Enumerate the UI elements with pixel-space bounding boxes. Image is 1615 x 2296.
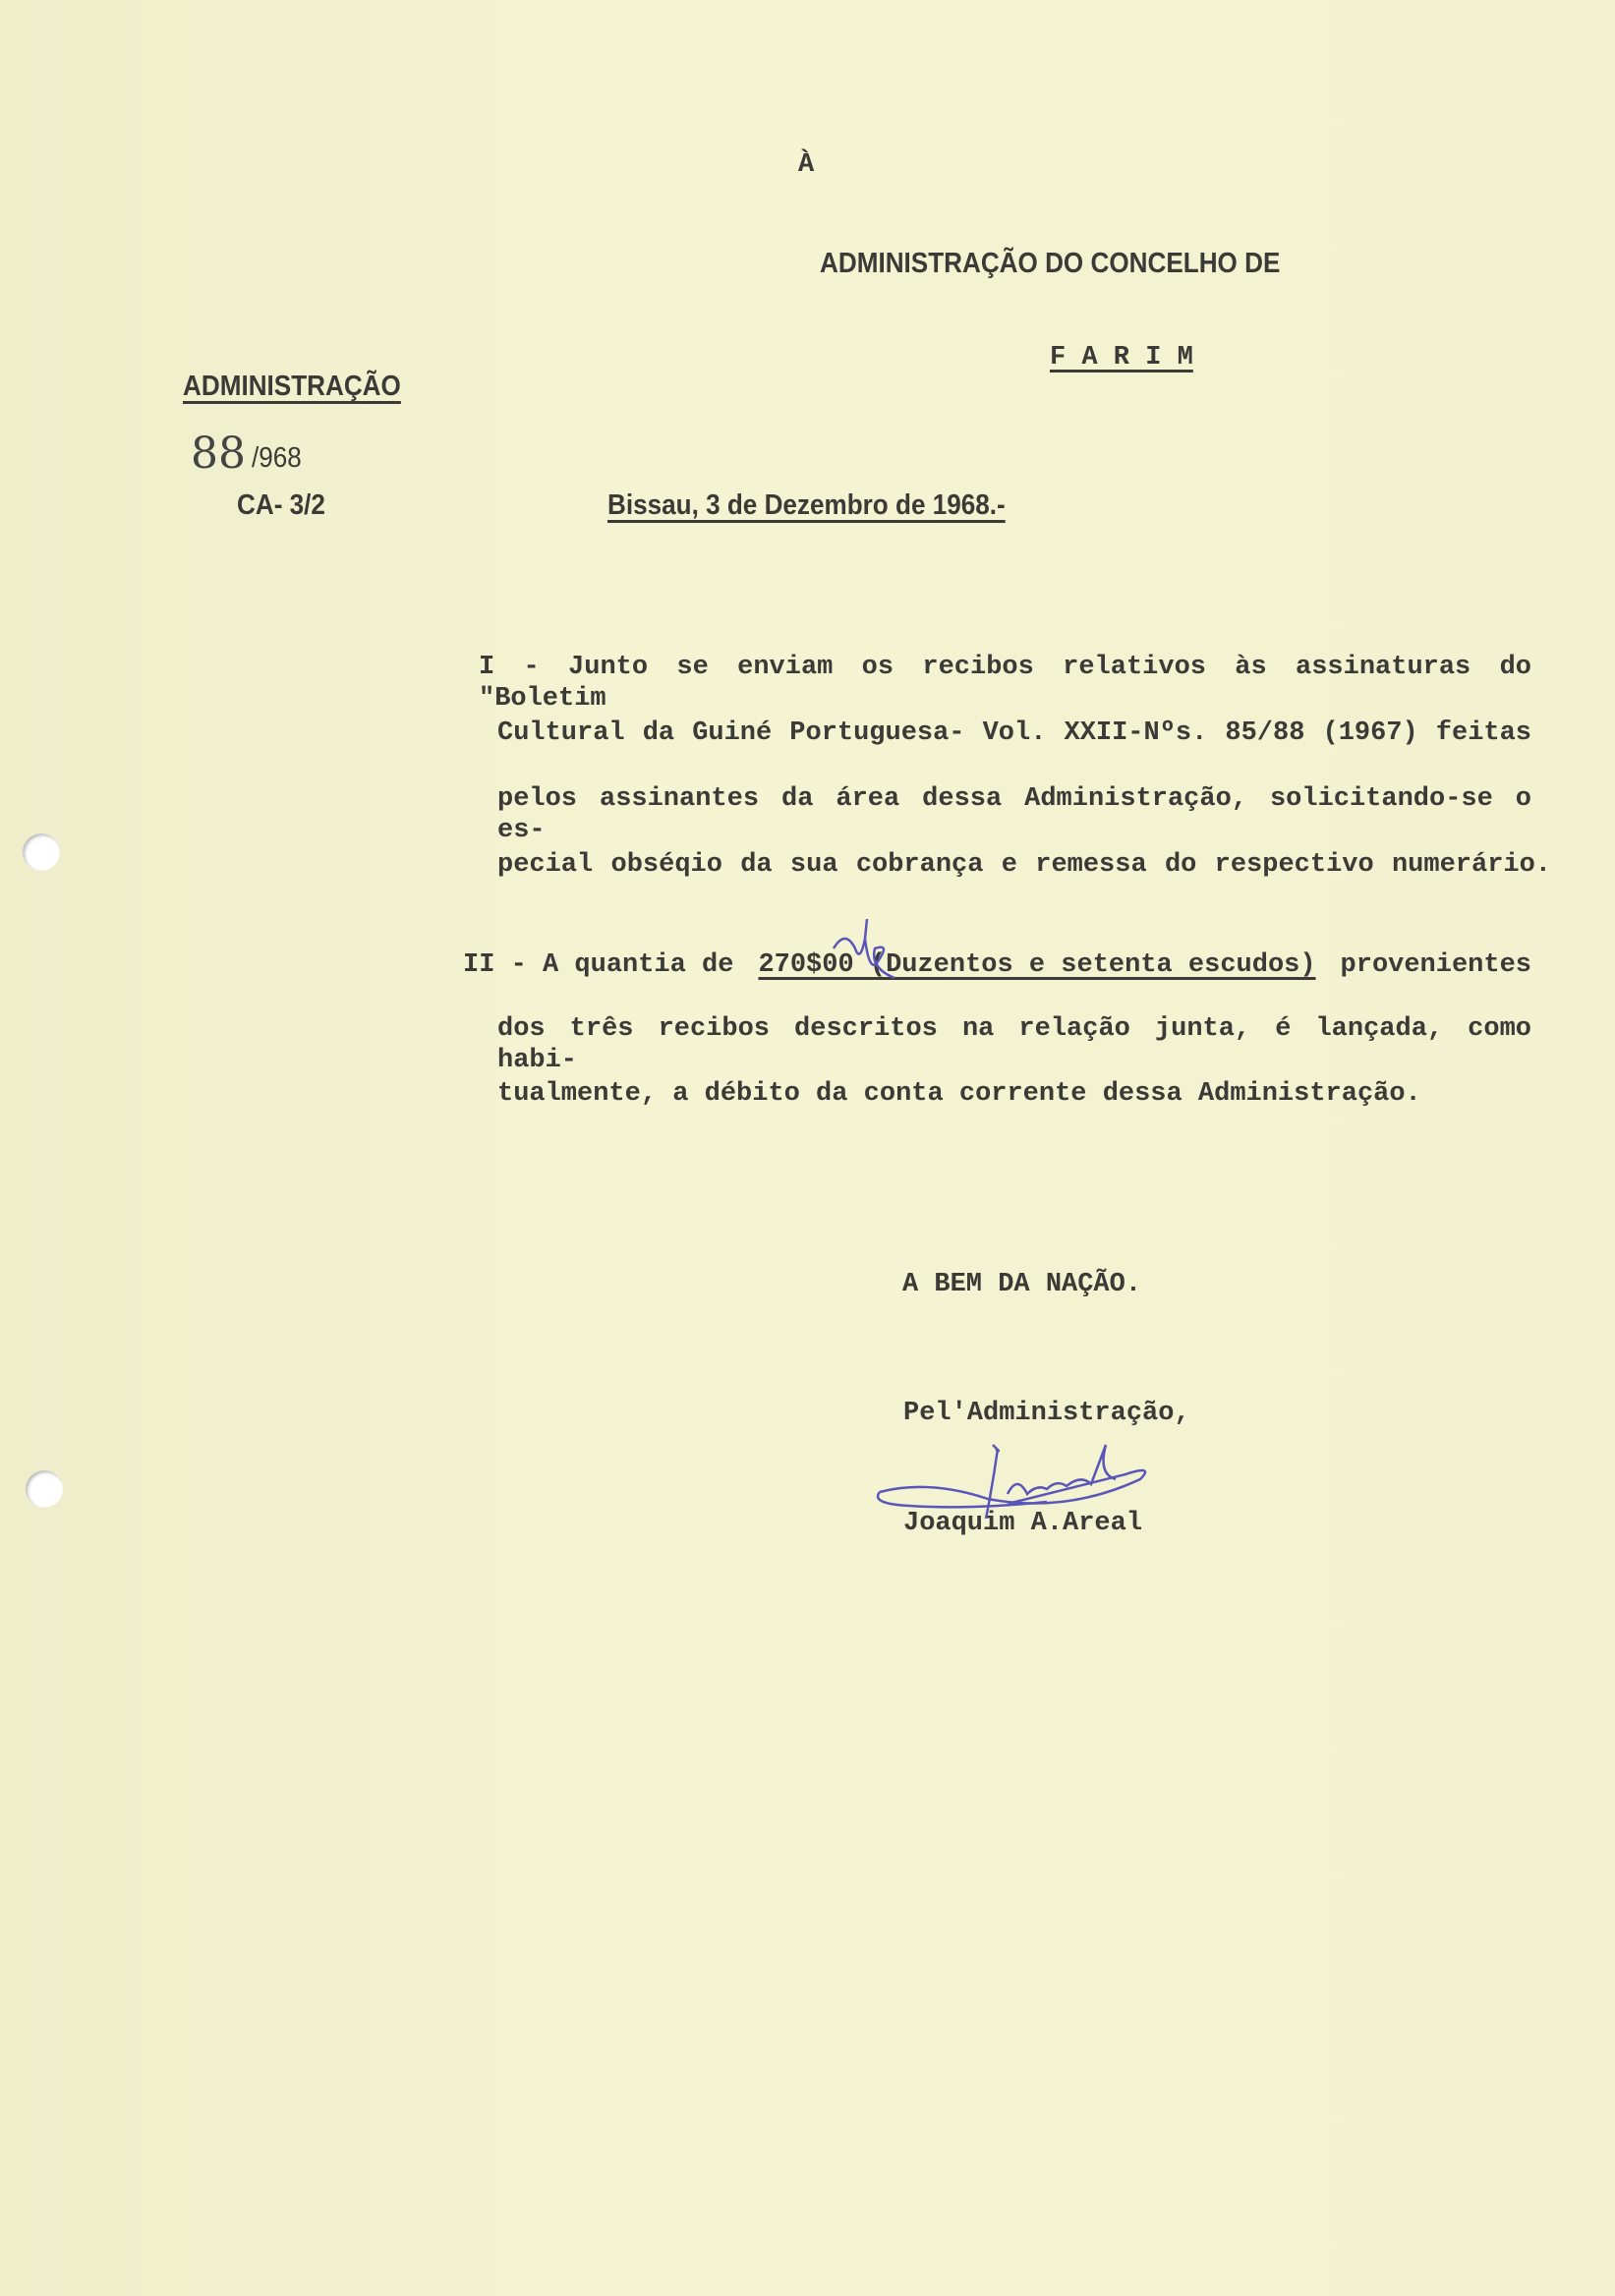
punch-hole: [26, 1470, 63, 1508]
paragraph-1-line: pelos assinantes da área dessa Administração, solicitando-se o es-: [497, 784, 1531, 845]
paragraph-1-line: I - Junto se enviam os recibos relativos às assinaturas do "Boletim: [479, 653, 1531, 714]
paragraph-1-line: Cultural da Guiné Portuguesa- Vol. XXII-Nºs. 85/88 (1967) feitas: [497, 718, 1531, 748]
handwritten-initials-mark: [826, 919, 914, 988]
on-behalf-line: Pel'Administração,: [903, 1399, 1190, 1428]
reference-number: 88: [191, 429, 246, 479]
paragraph-2-prefix: II - A quantia de: [463, 950, 750, 980]
paragraph-2-line: tualmente, a débito da conta corrente dessa Administração.: [497, 1079, 1421, 1109]
closing-salutation: A BEM DA NAÇÃO.: [902, 1270, 1142, 1299]
punch-hole: [23, 833, 60, 871]
salutation-a: À: [798, 150, 815, 180]
date-line: Bissau, 3 de Dezembro de 1968.-: [607, 489, 1006, 521]
reference-department: ADMINISTRAÇÃO: [183, 371, 401, 402]
paragraph-2-suffix: provenientes: [1324, 950, 1531, 980]
signature: [870, 1425, 1165, 1533]
reference-code: CA- 3/2: [237, 489, 325, 521]
recipient: ADMINISTRAÇÃO DO CONCELHO DE: [820, 248, 1281, 279]
location-farim: F A R I M: [1050, 343, 1193, 373]
paragraph-1-line: pecial obséqio da sua cobrança e remessa do respectivo numerário.: [497, 850, 1551, 880]
paragraph-2-amount: 270$00 (Duzentos e setenta escudos): [758, 950, 1316, 980]
reference-year: /968: [252, 442, 302, 474]
paragraph-2-line: dos três recibos descritos na relação junta, é lançada, como habi-: [497, 1014, 1531, 1075]
signatory-name: Joaquim A.Areal: [903, 1509, 1143, 1538]
paragraph-2-first-line: [463, 949, 1531, 981]
